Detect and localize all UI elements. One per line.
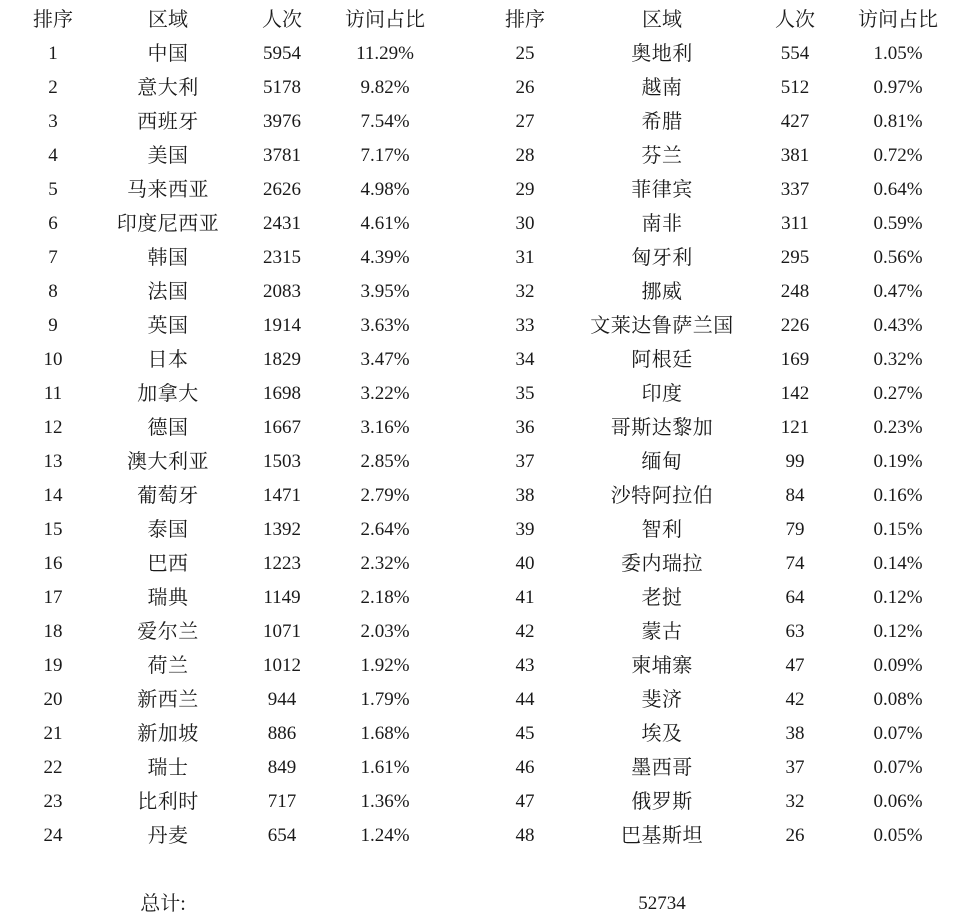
rank-cell-left: 16	[43, 553, 63, 574]
region-cell-left: 葡萄牙	[137, 485, 199, 507]
table-row	[0, 309, 953, 343]
count-cell-right: 337	[780, 179, 810, 200]
rank-cell-right: 26	[515, 77, 535, 98]
count-cell-left: 1012	[263, 655, 301, 676]
rank-cell-left: 7	[48, 247, 58, 268]
rank-cell-left: 11	[43, 383, 63, 404]
rank-cell-right: 28	[515, 145, 535, 166]
count-cell-left: 5954	[263, 43, 301, 64]
rank-cell-right: 36	[515, 417, 535, 438]
share-cell-right: 0.59%	[873, 213, 923, 234]
region-cell-left: 新西兰	[137, 689, 199, 711]
count-cell-left: 2626	[263, 179, 301, 200]
rank-cell-left: 15	[43, 519, 63, 540]
share-cell-left: 2.18%	[360, 587, 410, 608]
region-cell-left: 马来西亚	[127, 179, 209, 201]
share-cell-left: 7.54%	[360, 111, 410, 132]
rank-cell-left: 23	[43, 791, 63, 812]
rank-cell-right: 38	[515, 485, 535, 506]
share-cell-left: 3.22%	[360, 383, 410, 404]
share-cell-left: 1.68%	[360, 723, 410, 744]
header-count-right: 人次	[775, 9, 815, 31]
region-cell-right: 蒙古	[641, 621, 683, 643]
rank-cell-left: 9	[48, 315, 58, 336]
rank-cell-right: 31	[515, 247, 535, 268]
rank-cell-right: 48	[515, 825, 535, 846]
rank-cell-left: 8	[48, 281, 58, 302]
count-cell-left: 654	[267, 825, 297, 846]
region-cell-right: 柬埔寨	[631, 655, 693, 677]
header-rank-right: 排序	[505, 9, 545, 31]
count-cell-left: 3781	[263, 145, 301, 166]
header-region-right: 区域	[642, 9, 682, 31]
table-row	[0, 479, 953, 513]
rank-cell-left: 4	[48, 145, 58, 166]
share-cell-right: 0.23%	[873, 417, 923, 438]
share-cell-right: 0.09%	[873, 655, 923, 676]
share-cell-right: 0.16%	[873, 485, 923, 506]
share-cell-right: 0.32%	[873, 349, 923, 370]
rank-cell-left: 14	[43, 485, 63, 506]
region-cell-left: 加拿大	[137, 383, 199, 405]
region-cell-right: 芬兰	[641, 145, 683, 167]
share-cell-left: 2.03%	[360, 621, 410, 642]
header-count-left: 人次	[262, 9, 302, 31]
count-cell-left: 1667	[263, 417, 301, 438]
share-cell-right: 0.05%	[873, 825, 923, 846]
count-cell-left: 1829	[263, 349, 301, 370]
region-cell-left: 印度尼西亚	[116, 213, 220, 235]
count-cell-right: 248	[780, 281, 810, 302]
rank-cell-left: 20	[43, 689, 63, 710]
region-cell-left: 比利时	[137, 791, 199, 813]
table-row	[0, 207, 953, 241]
rank-cell-left: 2	[48, 77, 58, 98]
share-cell-left: 1.61%	[360, 757, 410, 778]
share-cell-left: 2.32%	[360, 553, 410, 574]
count-cell-left: 1149	[263, 587, 301, 608]
share-cell-left: 3.63%	[360, 315, 410, 336]
count-cell-left: 1914	[263, 315, 301, 336]
rank-cell-left: 1	[48, 43, 58, 64]
rank-cell-right: 39	[515, 519, 535, 540]
count-cell-left: 1503	[263, 451, 301, 472]
count-cell-right: 142	[780, 383, 810, 404]
rank-cell-right: 44	[515, 689, 535, 710]
count-cell-right: 121	[780, 417, 810, 438]
rank-cell-left: 17	[43, 587, 63, 608]
share-cell-left: 7.17%	[360, 145, 410, 166]
rank-cell-left: 22	[43, 757, 63, 778]
share-cell-right: 0.97%	[873, 77, 923, 98]
rank-cell-right: 27	[515, 111, 535, 132]
region-cell-left: 德国	[147, 417, 189, 439]
count-cell-right: 99	[785, 451, 805, 472]
table-row	[0, 717, 953, 751]
count-cell-right: 26	[785, 825, 805, 846]
share-cell-right: 0.07%	[873, 757, 923, 778]
share-cell-right: 0.12%	[873, 587, 923, 608]
share-cell-right: 0.06%	[873, 791, 923, 812]
count-cell-right: 38	[785, 723, 805, 744]
region-cell-right: 委内瑞拉	[621, 553, 703, 575]
count-cell-right: 79	[785, 519, 805, 540]
share-cell-left: 2.64%	[360, 519, 410, 540]
region-cell-left: 瑞士	[147, 757, 189, 779]
region-cell-left: 韩国	[147, 247, 189, 269]
region-cell-left: 法国	[147, 281, 189, 303]
region-cell-right: 缅甸	[641, 451, 683, 473]
count-cell-left: 2431	[263, 213, 301, 234]
share-cell-left: 2.85%	[360, 451, 410, 472]
count-cell-left: 1223	[263, 553, 301, 574]
count-cell-right: 381	[780, 145, 810, 166]
region-cell-right: 巴基斯坦	[621, 825, 703, 847]
count-cell-left: 2083	[263, 281, 301, 302]
table-row	[0, 343, 953, 377]
share-cell-left: 1.36%	[360, 791, 410, 812]
count-cell-left: 5178	[263, 77, 301, 98]
count-cell-right: 554	[780, 43, 810, 64]
region-cell-left: 新加坡	[137, 723, 199, 745]
region-cell-right: 匈牙利	[631, 247, 693, 269]
table-row	[0, 615, 953, 649]
share-cell-right: 0.56%	[873, 247, 923, 268]
share-cell-left: 3.47%	[360, 349, 410, 370]
count-cell-right: 32	[785, 791, 805, 812]
rank-cell-left: 5	[48, 179, 58, 200]
region-cell-right: 奥地利	[631, 43, 693, 65]
region-cell-left: 英国	[147, 315, 189, 337]
region-cell-right: 菲律宾	[631, 179, 693, 201]
region-cell-left: 日本	[147, 349, 189, 371]
table-row	[0, 751, 953, 785]
rank-cell-left: 6	[48, 213, 58, 234]
region-cell-right: 文莱达鲁萨兰国	[590, 315, 734, 337]
region-cell-left: 瑞典	[147, 587, 189, 609]
count-cell-right: 169	[780, 349, 810, 370]
rank-cell-right: 41	[515, 587, 535, 608]
share-cell-left: 4.98%	[360, 179, 410, 200]
share-cell-left: 1.79%	[360, 689, 410, 710]
count-cell-right: 74	[785, 553, 805, 574]
table-row	[0, 71, 953, 105]
share-cell-left: 3.16%	[360, 417, 410, 438]
rank-cell-right: 32	[515, 281, 535, 302]
region-cell-right: 智利	[641, 519, 683, 541]
table-row	[0, 649, 953, 683]
rank-cell-right: 30	[515, 213, 535, 234]
count-cell-left: 1698	[263, 383, 301, 404]
rank-cell-right: 43	[515, 655, 535, 676]
rank-cell-right: 45	[515, 723, 535, 744]
region-cell-left: 荷兰	[147, 655, 189, 677]
region-cell-left: 美国	[147, 145, 189, 167]
share-cell-left: 1.24%	[360, 825, 410, 846]
count-cell-left: 1471	[263, 485, 301, 506]
region-cell-right: 俄罗斯	[631, 791, 693, 813]
rank-cell-right: 42	[515, 621, 535, 642]
count-cell-right: 42	[785, 689, 805, 710]
rank-cell-left: 10	[43, 349, 63, 370]
count-cell-right: 311	[781, 213, 809, 234]
share-cell-right: 0.43%	[873, 315, 923, 336]
rank-cell-left: 19	[43, 655, 63, 676]
share-cell-right: 0.47%	[873, 281, 923, 302]
share-cell-left: 11.29%	[356, 43, 414, 64]
rank-cell-right: 40	[515, 553, 535, 574]
count-cell-right: 47	[785, 655, 805, 676]
share-cell-right: 0.08%	[873, 689, 923, 710]
total-value: 52734	[638, 893, 686, 914]
count-cell-left: 1392	[263, 519, 301, 540]
share-cell-left: 4.39%	[360, 247, 410, 268]
region-cell-right: 印度	[641, 383, 683, 405]
rank-cell-left: 18	[43, 621, 63, 642]
region-cell-left: 西班牙	[137, 111, 199, 133]
rank-cell-right: 35	[515, 383, 535, 404]
count-cell-left: 944	[267, 689, 297, 710]
region-cell-left: 意大利	[137, 77, 199, 99]
share-cell-left: 4.61%	[360, 213, 410, 234]
region-cell-right: 越南	[641, 77, 683, 99]
share-cell-left: 9.82%	[360, 77, 410, 98]
share-cell-right: 0.27%	[873, 383, 923, 404]
rank-cell-right: 34	[515, 349, 535, 370]
table-row	[0, 241, 953, 275]
region-cell-left: 爱尔兰	[137, 621, 199, 643]
count-cell-right: 427	[780, 111, 810, 132]
region-cell-right: 挪威	[641, 281, 683, 303]
table-row	[0, 275, 953, 309]
table-row	[0, 139, 953, 173]
count-cell-left: 886	[267, 723, 297, 744]
share-cell-right: 0.15%	[873, 519, 923, 540]
region-cell-left: 巴西	[147, 553, 189, 575]
rank-cell-left: 24	[43, 825, 63, 846]
rank-cell-right: 29	[515, 179, 535, 200]
table-row	[0, 683, 953, 717]
count-cell-left: 2315	[263, 247, 301, 268]
count-cell-right: 295	[780, 247, 810, 268]
table-row	[0, 785, 953, 819]
region-cell-right: 墨西哥	[631, 757, 693, 779]
count-cell-right: 63	[785, 621, 805, 642]
region-cell-right: 阿根廷	[631, 349, 693, 371]
region-cell-left: 泰国	[147, 519, 189, 541]
share-cell-right: 0.81%	[873, 111, 923, 132]
rank-cell-right: 25	[515, 43, 535, 64]
share-cell-right: 0.14%	[873, 553, 923, 574]
count-cell-left: 1071	[263, 621, 301, 642]
region-cell-left: 澳大利亚	[127, 451, 209, 473]
count-cell-right: 64	[785, 587, 805, 608]
table-row	[0, 581, 953, 615]
table-row	[0, 819, 953, 853]
share-cell-right: 0.72%	[873, 145, 923, 166]
count-cell-right: 512	[780, 77, 810, 98]
region-cell-right: 南非	[641, 213, 683, 235]
table-row	[0, 173, 953, 207]
region-cell-right: 斐济	[641, 689, 683, 711]
region-cell-right: 埃及	[641, 723, 683, 745]
table-row	[0, 37, 953, 71]
region-cell-left: 丹麦	[147, 825, 189, 847]
table-row	[0, 105, 953, 139]
header-rank-left: 排序	[33, 9, 73, 31]
count-cell-left: 717	[267, 791, 297, 812]
table-row	[0, 411, 953, 445]
count-cell-left: 849	[267, 757, 297, 778]
rank-cell-right: 46	[515, 757, 535, 778]
count-cell-right: 226	[780, 315, 810, 336]
rank-cell-left: 21	[43, 723, 63, 744]
share-cell-left: 1.92%	[360, 655, 410, 676]
rank-cell-right: 37	[515, 451, 535, 472]
table-row	[0, 547, 953, 581]
region-cell-right: 哥斯达黎加	[610, 417, 714, 439]
count-cell-right: 37	[785, 757, 805, 778]
share-cell-right: 0.19%	[873, 451, 923, 472]
share-cell-right: 1.05%	[873, 43, 923, 64]
region-cell-right: 沙特阿拉伯	[610, 485, 714, 507]
region-cell-left: 中国	[147, 43, 189, 65]
share-cell-left: 2.79%	[360, 485, 410, 506]
total-row	[0, 887, 953, 921]
rank-cell-left: 3	[48, 111, 58, 132]
total-label: 总计:	[140, 893, 186, 915]
count-cell-right: 84	[785, 485, 805, 506]
header-share-left: 访问占比	[345, 9, 425, 31]
region-cell-right: 老挝	[641, 587, 683, 609]
count-cell-left: 3976	[263, 111, 301, 132]
header-region-left: 区域	[148, 9, 188, 31]
share-cell-right: 0.07%	[873, 723, 923, 744]
region-cell-right: 希腊	[641, 111, 683, 133]
share-cell-left: 3.95%	[360, 281, 410, 302]
rank-cell-right: 33	[515, 315, 535, 336]
table-header-row	[0, 3, 953, 37]
header-share-right: 访问占比	[858, 9, 938, 31]
table-row	[0, 513, 953, 547]
rank-cell-left: 12	[43, 417, 63, 438]
table-row	[0, 377, 953, 411]
rank-cell-right: 47	[515, 791, 535, 812]
table-row	[0, 445, 953, 479]
rank-cell-left: 13	[43, 451, 63, 472]
share-cell-right: 0.64%	[873, 179, 923, 200]
share-cell-right: 0.12%	[873, 621, 923, 642]
